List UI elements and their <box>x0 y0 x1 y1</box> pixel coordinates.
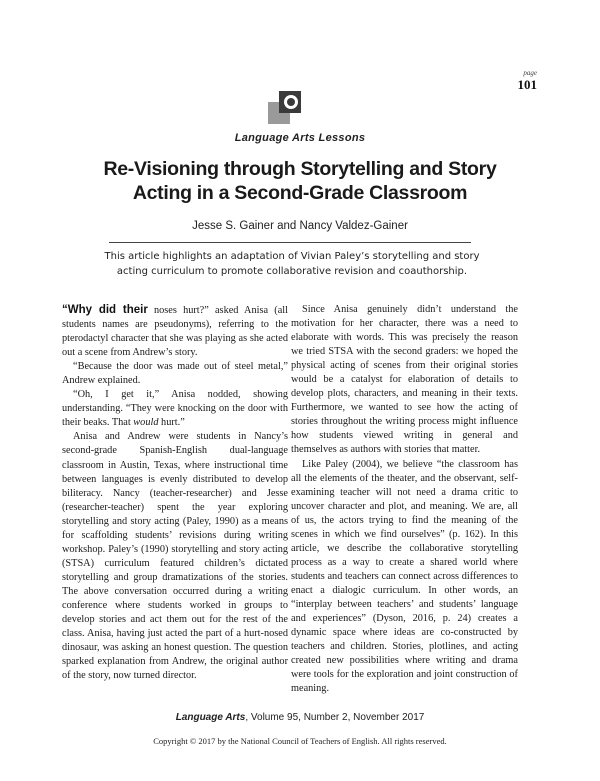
paragraph: “Because the door was made out of steel metal,” Andrew explained. <box>62 361 288 387</box>
title-divider <box>109 242 471 243</box>
paragraph <box>62 303 288 360</box>
page-label: page <box>523 69 537 77</box>
journal-footer <box>0 712 600 723</box>
lead-in: “Why did their <box>62 304 148 316</box>
page-number-block <box>518 70 538 91</box>
paragraph: Anisa and Andrew were students in Nancy’s second-grade Spanish-English dual-language classroom in Austin, Texas, where instructional time between languages is evenly distributed to develop biliteracy. Nancy (teacher-researcher) and Jesse (researcher-teacher) spent the year exploring storytelling and story acting (Paley, 1990) as a means for scaffolding students’ revisions during writing workshop. Paley’s (1990) storytelling and story acting (STSA) curriculum featured children’s dictated storytelling and group dramatizations of the stories. The above conversation occurred during a writing conference where students worked in groups to develop stories and act them out for the rest of the class. Anisa, having just acted the part of a hurt-nosed dinosaur, was asking an honest question. The question sparked explanation from Andrew, the original author of the story, now turned director. <box>62 431 288 682</box>
section-logo-icon <box>268 91 304 125</box>
paragraph-text: noses hurt?” asked Anisa (all students names are pseudonyms), referring to the pterodactyl character that she was playing as she acted out a scene from Andrew’s story. <box>62 305 288 359</box>
abstract-line-1: This article highlights an adaptation of Vivian Paley’s storytelling and story <box>104 251 480 262</box>
title-line-2: Acting in a Second-Grade Classroom <box>132 182 468 204</box>
right-column <box>291 303 518 696</box>
section-label: Language Arts Lessons <box>234 132 366 144</box>
left-column <box>62 303 288 683</box>
emphasis: would <box>133 417 159 429</box>
authors: Jesse S. Gainer and Nancy Valdez-Gainer <box>192 220 408 232</box>
paragraph-text: hurt.” <box>158 417 185 429</box>
journal-name: Language Arts <box>175 712 246 723</box>
abstract-line-2: acting curriculum to promote collaborative revision and coauthorship. <box>116 265 468 277</box>
paragraph-text: “Oh, I get it,” Anisa nodded, showing understanding. “They were knocking on the door with their beaks. That <box>62 389 288 429</box>
title-line-1: Re-Visioning through Storytelling and Story <box>103 158 497 180</box>
paragraph <box>62 388 288 430</box>
paragraph: Like Paley (2004), we believe “the classroom has all the elements of the theater, and the observant, self-examining teacher will not need a drama critic to uncover character and plot, and meaning. We are, all of us, the actors trying to find the meaning of the scenes in which we find ourselves” (p. 162). In this article, we describe the collaborative storytelling process as a way to create a shared world where students and teachers can connect across differences to enact a dialogic curriculum. In other words, an “interplay between teachers’ and students’ language and experiences” (Dyson, 2016, p. 24) creates a dynamic space where ideas are co-constructed by teachers and children. Stories, plotlines, and acting created new possibilities where writing and drama were tools for the exploration and joint construction of meaning. <box>291 458 518 695</box>
paragraph: Since Anisa genuinely didn’t understand the motivation for her character, there was a need to elaborate with words. This was precisely the reason we tried STSA with the second graders: we hoped the physical acting of scenes from their original stories would be a catalyst for elaboration of details to develop plots, characters, and meaning in their texts. Furthermore, we wanted to see how the acting of stories throughout the writing process might influence how students viewed writing in general and themselves as authors with stories that matter. <box>291 304 518 456</box>
page-number: 101 <box>517 77 537 92</box>
article-title <box>60 157 540 205</box>
journal-issue: , Volume 95, Number 2, November 2017 <box>245 712 425 723</box>
copyright-notice: Copyright © 2017 by the National Council of Teachers of English. All rights reserved. <box>153 736 447 746</box>
abstract <box>84 250 500 279</box>
